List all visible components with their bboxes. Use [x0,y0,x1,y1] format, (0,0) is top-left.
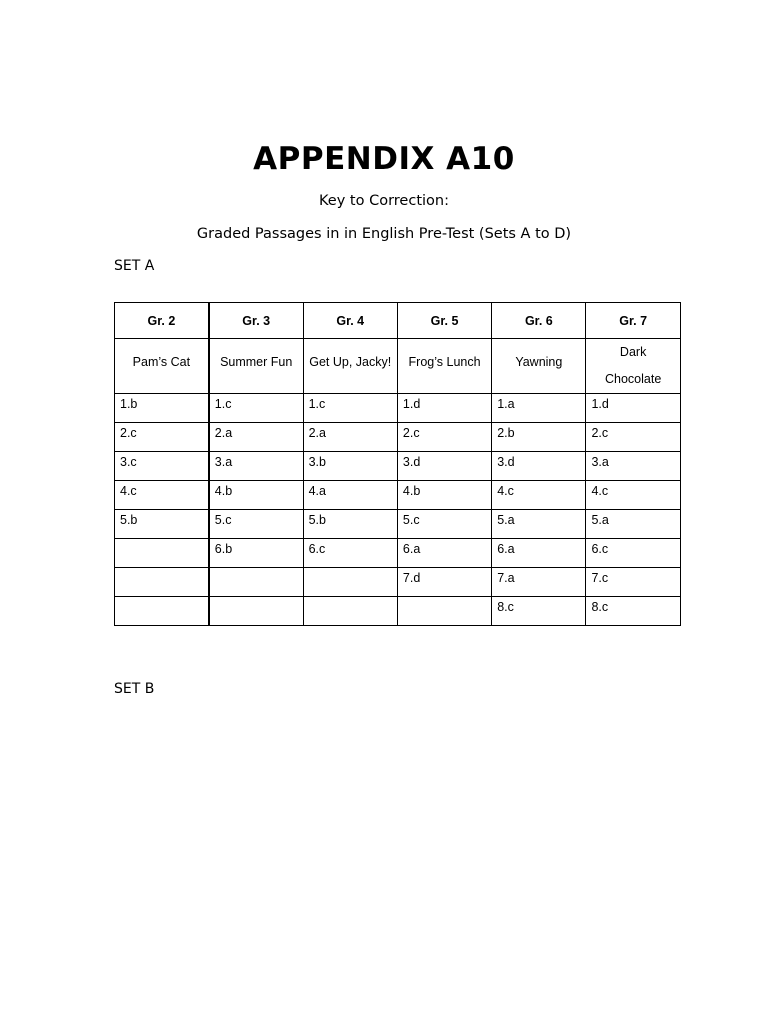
answer-cell-gr2: 2.c [115,423,209,452]
answer-cell-gr3 [209,597,303,626]
answer-cell-gr5: 7.d [397,568,491,597]
story-gr7-line2: Chocolate [604,372,662,386]
subtitle-graded-passages: Graded Passages in in English Pre-Test (Sets A to D) [196,226,572,242]
story-gr3: Summer Fun [209,339,303,394]
answer-rows [115,394,681,626]
answer-cell-gr7: 7.c [586,568,680,597]
answer-cell-gr3: 2.a [209,423,303,452]
answer-cell-gr6: 5.a [492,510,586,539]
answer-cell-gr4: 1.c [303,394,397,423]
subtitle-key-to-correction: Key to Correction: [319,193,449,209]
answer-cell-gr4 [303,568,397,597]
answer-cell-gr6: 2.b [492,423,586,452]
answer-cell-gr5: 3.d [397,452,491,481]
story-gr6: Yawning [492,339,586,394]
table-row [115,539,681,568]
answer-cell-gr2 [115,539,209,568]
story-gr7-line1: Dark [619,345,647,359]
table-row [115,394,681,423]
story-gr2: Pam’s Cat [115,339,209,394]
table-row [115,423,681,452]
answer-cell-gr6: 4.c [492,481,586,510]
answer-cell-gr2: 4.c [115,481,209,510]
answer-cell-gr5: 5.c [397,510,491,539]
table-row [115,481,681,510]
header-gr4: Gr. 4 [303,303,397,339]
header-gr3: Gr. 3 [209,303,303,339]
answer-cell-gr3: 5.c [209,510,303,539]
answer-cell-gr5: 4.b [397,481,491,510]
answer-cell-gr3 [209,568,303,597]
answer-cell-gr6: 8.c [492,597,586,626]
answer-cell-gr5: 6.a [397,539,491,568]
answer-cell-gr7: 2.c [586,423,680,452]
answer-cell-gr4: 4.a [303,481,397,510]
answer-cell-gr4: 2.a [303,423,397,452]
set-b-label: SET B [114,681,155,697]
answer-cell-gr6: 6.a [492,539,586,568]
answer-cell-gr4 [303,597,397,626]
table-row [115,510,681,539]
answer-cell-gr2: 3.c [115,452,209,481]
answer-cell-gr7: 5.a [586,510,680,539]
answer-cell-gr7: 4.c [586,481,680,510]
answer-cell-gr5: 1.d [397,394,491,423]
document-title: APPENDIX A10 [253,141,515,177]
answer-cell-gr4: 3.b [303,452,397,481]
answer-cell-gr5 [397,597,491,626]
answer-cell-gr2 [115,568,209,597]
answer-cell-gr7: 3.a [586,452,680,481]
answer-cell-gr3: 1.c [209,394,303,423]
header-gr6: Gr. 6 [492,303,586,339]
header-gr2: Gr. 2 [115,303,209,339]
answer-cell-gr2: 5.b [115,510,209,539]
answer-cell-gr2 [115,597,209,626]
answer-cell-gr4: 5.b [303,510,397,539]
answer-cell-gr2: 1.b [115,394,209,423]
story-gr4: Get Up, Jacky! [303,339,397,394]
answer-cell-gr5: 2.c [397,423,491,452]
answer-cell-gr3: 3.a [209,452,303,481]
table-story-row [115,339,681,394]
table-header-row [115,303,681,339]
answer-cell-gr6: 3.d [492,452,586,481]
answer-cell-gr3: 6.b [209,539,303,568]
answer-cell-gr6: 1.a [492,394,586,423]
answer-cell-gr7: 8.c [586,597,680,626]
set-a-label: SET A [114,258,155,274]
answer-cell-gr7: 1.d [586,394,680,423]
answer-cell-gr7: 6.c [586,539,680,568]
answer-cell-gr6: 7.a [492,568,586,597]
table-row [115,597,681,626]
answer-cell-gr4: 6.c [303,539,397,568]
answer-cell-gr3: 4.b [209,481,303,510]
table-row [115,568,681,597]
table-row [115,452,681,481]
header-gr7: Gr. 7 [586,303,680,339]
answer-key-table [114,302,681,626]
story-gr5: Frog’s Lunch [397,339,491,394]
story-gr7 [586,339,680,394]
header-gr5: Gr. 5 [397,303,491,339]
